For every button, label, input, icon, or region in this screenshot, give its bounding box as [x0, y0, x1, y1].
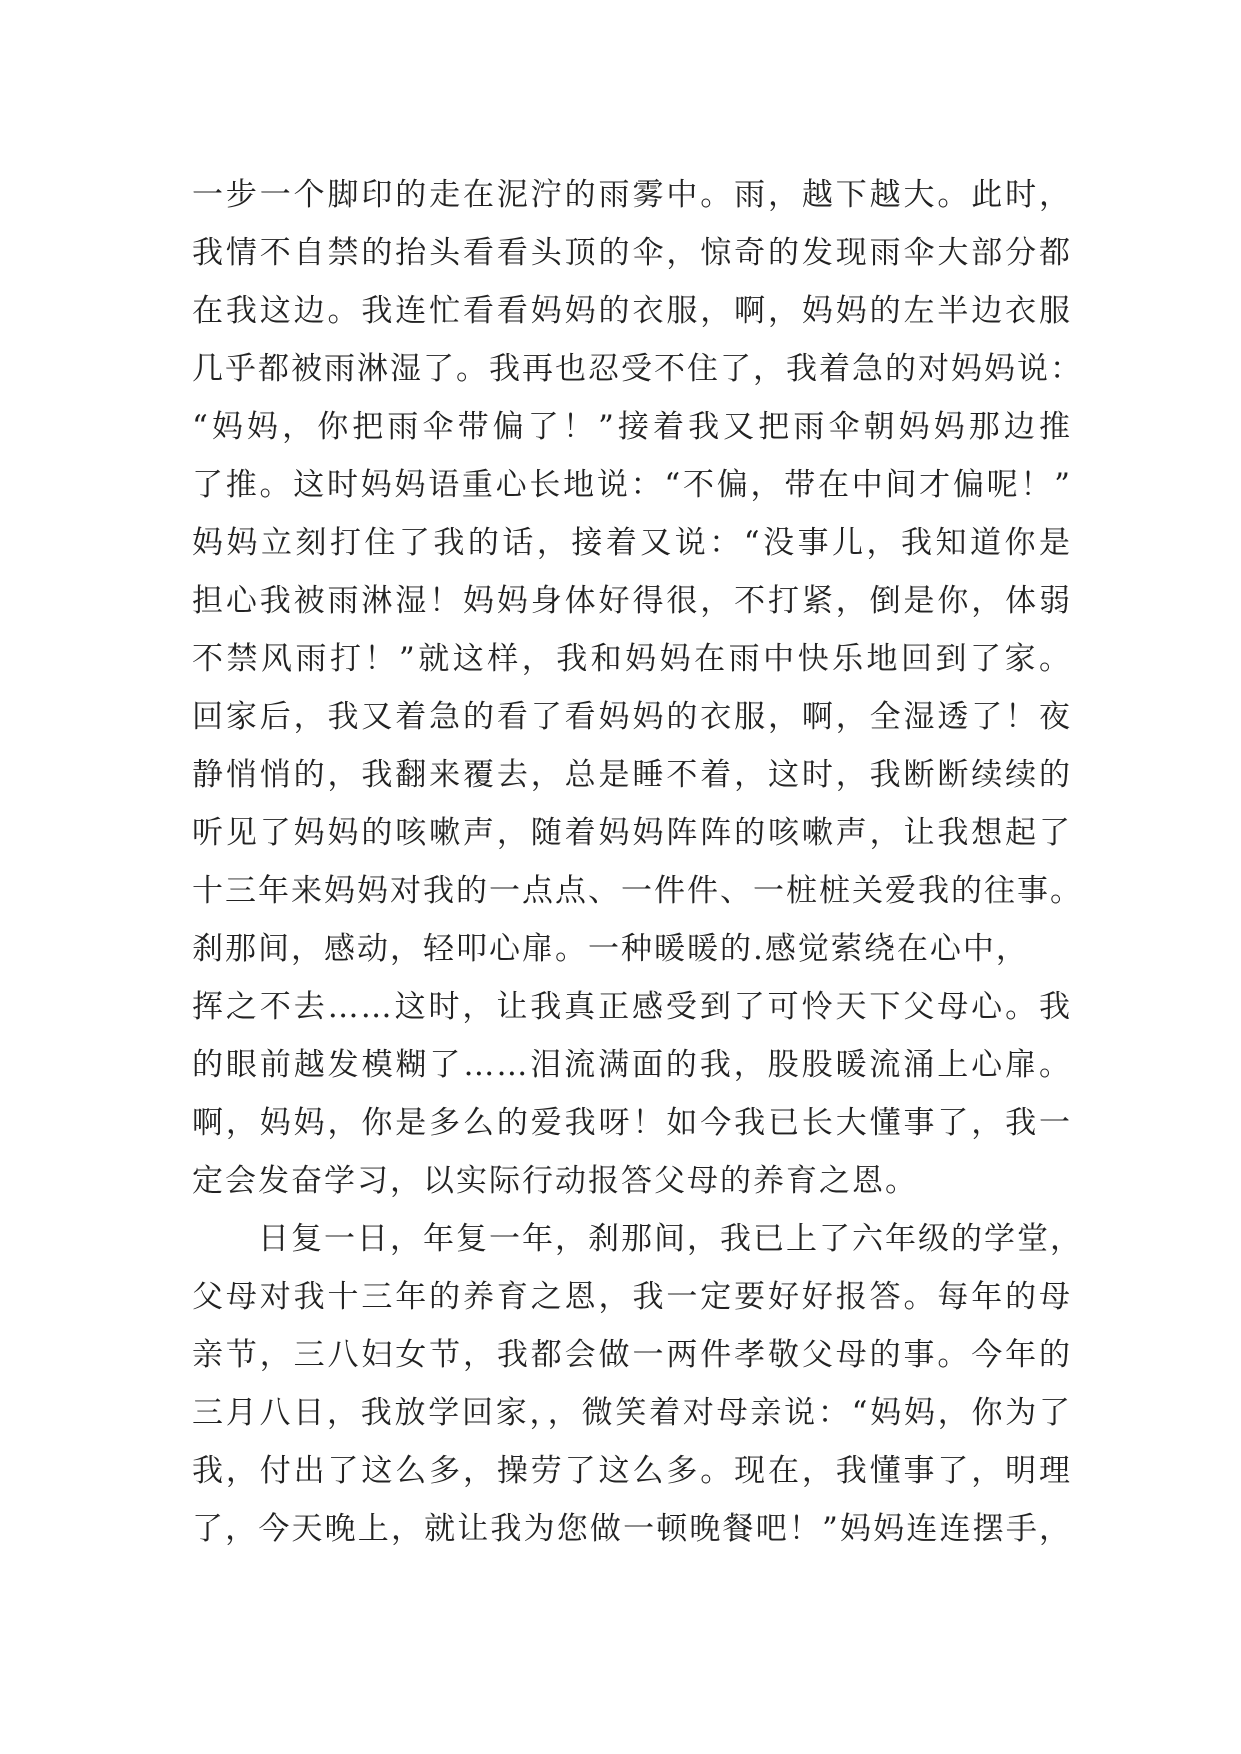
text-line: 听见了妈妈的咳嗽声，随着妈妈阵阵的咳嗽声，让我想起了	[192, 815, 1072, 851]
text-line: 十三年来妈妈对我的一点点、一件件、一桩桩关爱我的往事。	[192, 873, 1083, 909]
text-line: 我，付出了这么多，操劳了这么多。现在，我懂事了，明理	[192, 1453, 1072, 1489]
text-line: 三月八日，我放学回家，，微笑着对母亲说：“妈妈，你为了	[192, 1395, 1072, 1431]
text-line: 了，今天晚上，就让我为您做一顿晚餐吧！”妈妈连连摆手，	[192, 1511, 1072, 1547]
text-line: “妈妈，你把雨伞带偏了！”接着我又把雨伞朝妈妈那边推	[192, 409, 1072, 445]
text-line: 在我这边。我连忙看看妈妈的衣服，啊，妈妈的左半边衣服	[192, 293, 1072, 329]
paragraph-end-line: 定会发奋学习，以实际行动报答父母的养育之恩。	[192, 1163, 918, 1199]
text-line: 我情不自禁的抬头看看头顶的伞，惊奇的发现雨伞大部分都	[192, 235, 1072, 271]
text-line: 回家后，我又着急的看了看妈妈的衣服，啊，全湿透了！夜	[192, 699, 1072, 735]
text-line: 亲节，三八妇女节，我都会做一两件孝敬父母的事。今年的	[192, 1337, 1072, 1373]
text-line: 的眼前越发模糊了……泪流满面的我，股股暖流涌上心扉。	[192, 1047, 1072, 1083]
text-line: 静悄悄的，我翻来覆去，总是睡不着，这时，我断断续续的	[192, 757, 1072, 793]
text-line: 一步一个脚印的走在泥泞的雨雾中。雨，越下越大。此时，	[192, 177, 1072, 213]
text-line: 不禁风雨打！”就这样，我和妈妈在雨中快乐地回到了家。	[192, 641, 1072, 677]
text-line: 几乎都被雨淋湿了。我再也忍受不住了，我着急的对妈妈说：	[192, 351, 1083, 387]
text-line: 妈妈立刻打住了我的话，接着又说：“没事儿，我知道你是	[192, 525, 1072, 561]
text-line: 啊，妈妈，你是多么的爱我呀！如今我已长大懂事了，我一	[192, 1105, 1072, 1141]
text-line: 担心我被雨淋湿！妈妈身体好得很，不打紧，倒是你，体弱	[192, 583, 1072, 619]
text-line: 了推。这时妈妈语重心长地说：“不偏，带在中间才偏呢！”	[192, 467, 1072, 503]
text-line: 挥之不去……这时，让我真正感受到了可怜天下父母心。我	[192, 989, 1072, 1025]
document-body	[192, 166, 1083, 1558]
text-line: 父母对我十三年的养育之恩，我一定要好好报答。每年的母	[192, 1279, 1072, 1315]
text-line: 刹那间，感动，轻叩心扉。一种暖暖的.感觉萦绕在心中，	[192, 931, 1029, 967]
paragraph-first-line: 日复一日，年复一年，刹那间，我已上了六年级的学堂，	[258, 1221, 1083, 1257]
